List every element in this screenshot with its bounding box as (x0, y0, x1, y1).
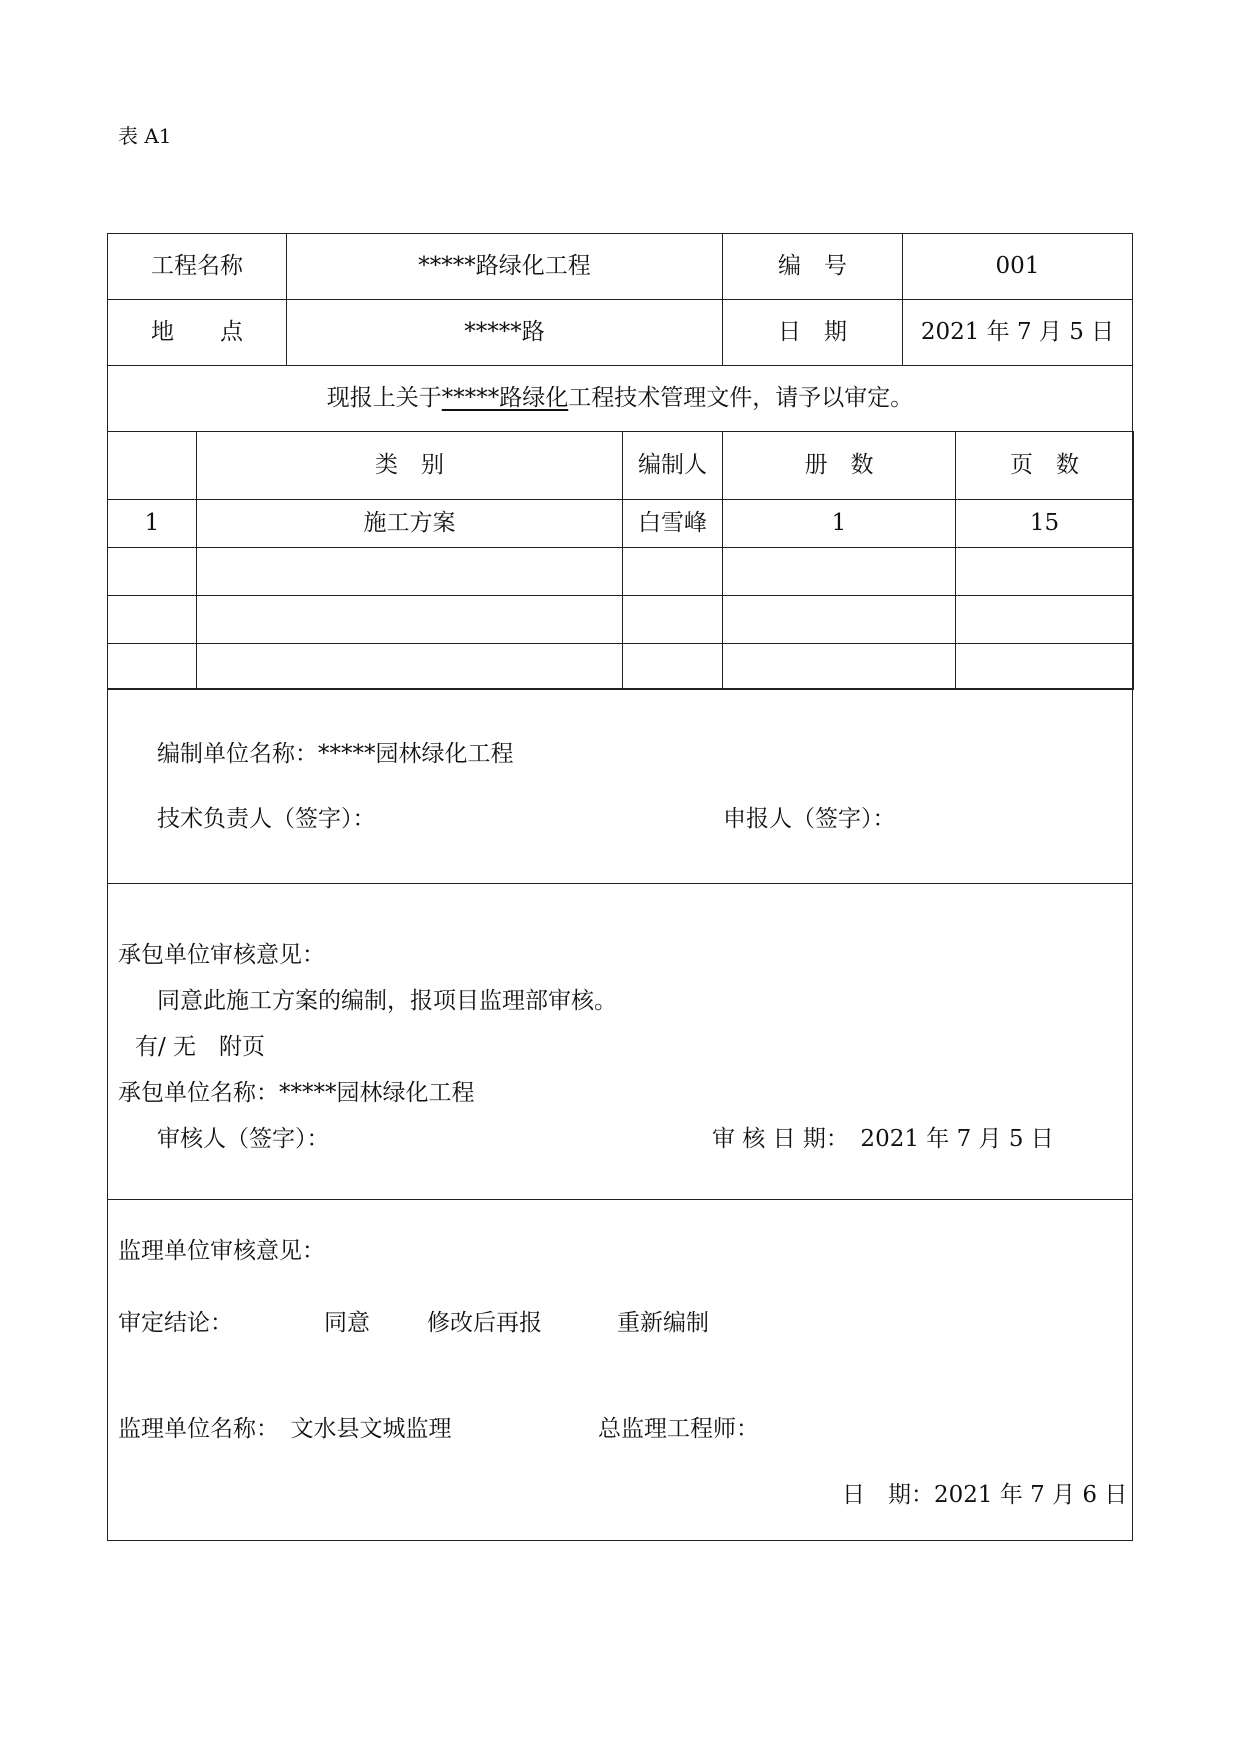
project-name-label-cell (107, 233, 287, 300)
conclusion-option-revise[interactable]: 修改后再报 (427, 1310, 542, 1336)
table-cell (722, 595, 956, 644)
submission-row (107, 365, 1133, 432)
location-label: 地 点 (151, 319, 243, 345)
cell-seq: 1 (144, 510, 160, 536)
table-cell (622, 499, 723, 548)
location-value: *****路 (464, 319, 545, 345)
table-header-category (196, 431, 623, 500)
column-header-label: 册 数 (804, 452, 874, 478)
number-label-cell (722, 233, 903, 300)
table-header-seq (107, 431, 197, 500)
date-value-cell (902, 299, 1133, 366)
compiler-unit-line: 编制单位名称：*****园林绿化工程 (157, 741, 514, 767)
contractor-review-date: 审 核 日 期： 2021 年 7 月 5 日 (712, 1126, 1054, 1152)
table-cell (955, 547, 1134, 596)
cell-pages: 15 (1029, 510, 1060, 536)
table-header-pages (955, 431, 1134, 500)
conclusion-label: 审定结论： (118, 1310, 233, 1336)
table-cell (722, 547, 956, 596)
table-cell (722, 499, 956, 548)
project-name-label: 工程名称 (151, 253, 243, 279)
supervisor-unit-line: 监理单位名称： 文水县文城监理 (118, 1416, 452, 1442)
table-cell (107, 499, 197, 548)
column-header-label: 类 别 (375, 452, 444, 478)
submission-suffix: 工程技术管理文件，请予以审定。 (568, 385, 914, 411)
table-cell (622, 547, 723, 596)
table-cell (196, 595, 623, 644)
table-header-volumes (722, 431, 956, 500)
table-cell (722, 643, 956, 690)
contractor-unit-line: 承包单位名称：*****园林绿化工程 (118, 1080, 475, 1106)
supervisor-date: 日 期：2021 年 7 月 6 日 (842, 1482, 1128, 1508)
table-cell (107, 547, 197, 596)
table-header-compiler (622, 431, 723, 500)
column-header-label: 编制人 (638, 452, 707, 478)
attachment-indicator: 有/ 无 附页 (135, 1034, 266, 1060)
cell-compiler: 白雪峰 (638, 510, 707, 536)
table-cell (622, 643, 723, 690)
table-cell (107, 595, 197, 644)
chief-engineer-label: 总监理工程师： (598, 1416, 759, 1442)
date-label-cell (722, 299, 903, 366)
form-code: 表 A1 (118, 124, 172, 148)
tech-lead-signature-label: 技术负责人（签字）： (157, 806, 376, 832)
submitter-signature-label: 申报人（签字）： (723, 806, 896, 832)
date-value: 2021 年 7 月 5 日 (920, 319, 1115, 345)
date-label: 日 期 (778, 319, 847, 345)
number-value: 001 (995, 253, 1040, 279)
number-value-cell (902, 233, 1133, 300)
table-cell (196, 547, 623, 596)
table-cell (955, 595, 1134, 644)
column-header-label: 页 数 (1010, 452, 1079, 478)
project-name-value-cell (286, 233, 723, 300)
table-cell (622, 595, 723, 644)
number-label: 编 号 (778, 253, 847, 279)
table-cell (955, 499, 1134, 548)
submission-prefix: 现报上关于 (326, 385, 442, 411)
compiler-section (107, 688, 1133, 884)
table-cell (107, 643, 197, 690)
project-name-value: *****路绿化工程 (418, 253, 591, 279)
contractor-opinion-text: 同意此施工方案的编制，报项目监理部审核。 (157, 988, 617, 1014)
contractor-reviewer-label: 审核人（签字）： (157, 1126, 330, 1152)
table-cell (196, 643, 623, 690)
location-value-cell (286, 299, 723, 366)
cell-volumes: 1 (831, 510, 847, 536)
supervisor-opinion-label: 监理单位审核意见： (118, 1238, 325, 1264)
location-label-cell (107, 299, 287, 366)
submission-text (327, 387, 914, 410)
submission-underlined: *****路绿化 (441, 385, 569, 411)
contractor-opinion-label: 承包单位审核意见： (118, 942, 325, 968)
table-cell (196, 499, 623, 548)
cell-category: 施工方案 (363, 510, 456, 536)
conclusion-option-redo[interactable]: 重新编制 (617, 1310, 709, 1336)
conclusion-option-agree[interactable]: 同意 (324, 1310, 370, 1336)
table-cell (955, 643, 1134, 690)
